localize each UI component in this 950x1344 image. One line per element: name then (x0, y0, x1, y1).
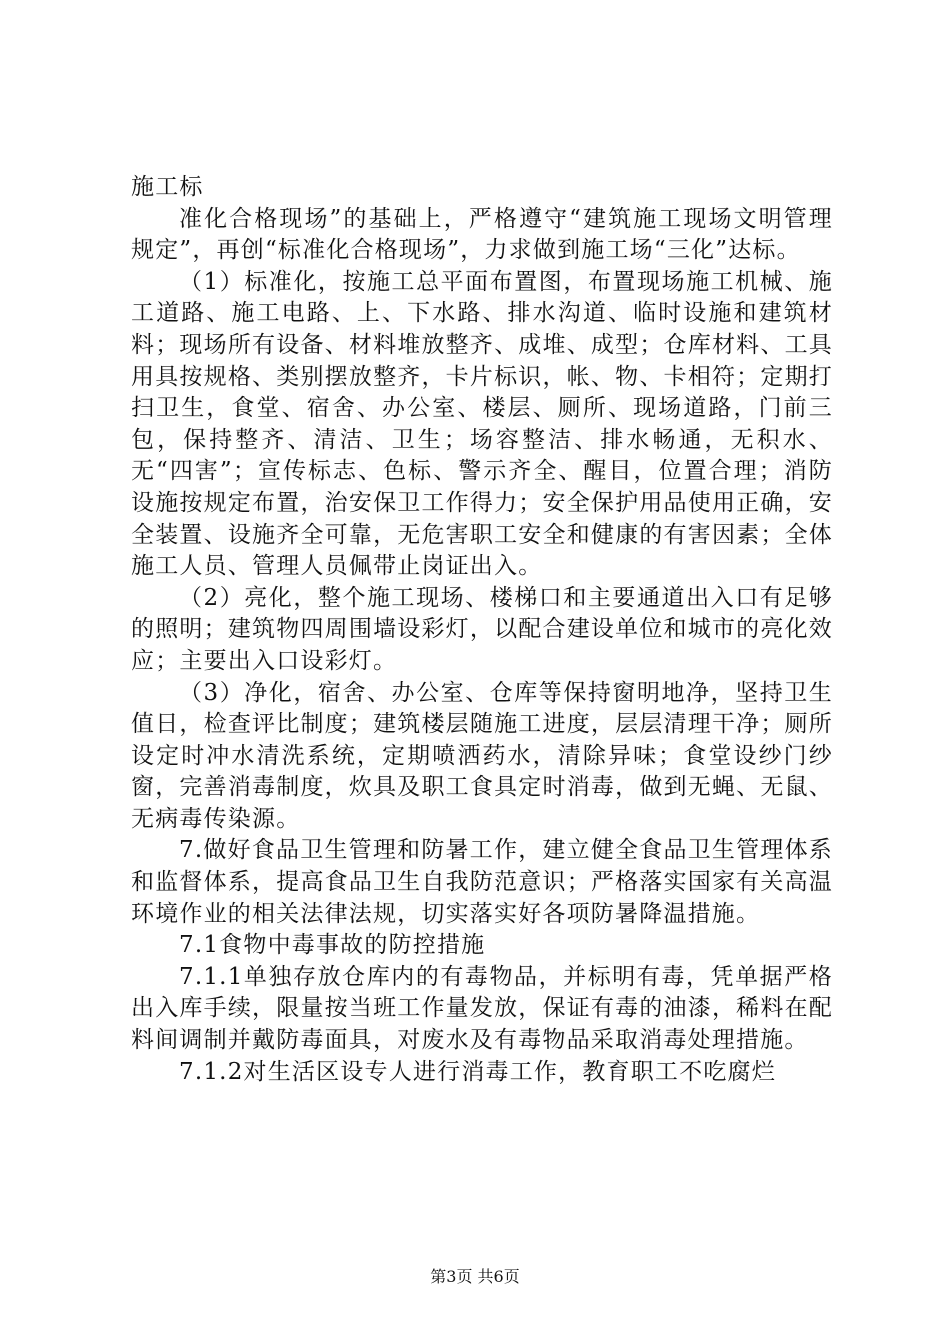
paragraph-food-hygiene: 7.做好食品卫生管理和防暑工作，建立健全食品卫生管理体系和监督体系，提高食品卫生自我防范意识；严格落实国家有关高温环境作业的相关法律法规，切实落实好各项防暑降温措施。 (131, 837, 833, 927)
paragraph-standardization: （1）标准化，按施工总平面布置图，布置现场施工机械、施工道路、施工电路、上、下水路、排水沟道、临时设施和建筑材料；现场所有设备、材料堆放整齐、成堆、成型；仓库材料、工具用具按规格、类别摆放整齐，卡片标识，帐、物、卡相符；定期打扫卫生，食堂、宿舍、办公室、楼层、厕所、现场道路，门前三包，保持整齐、清洁、卫生；场容整洁、排水畅通，无积水、无“四害”；宣传标志、色标、警示齐全、醒目，位置合理；消防设施按规定布置，治安保卫工作得力；安全保护用品使用正确，安全装置、设施齐全可靠，无危害职工安全和健康的有害因素；全体施工人员、管理人员佩带止岗证出入。 (131, 268, 833, 580)
paragraph-heading-fragment: 施工标 (131, 174, 204, 200)
paragraph-7-1-1: 7.1.1单独存放仓库内的有毒物品，并标明有毒，凭单据严格出入库手续，限量按当班工作量发放，保证有毒的油漆，稀料在配料间调制并戴防毒面具，对废水及有毒物品采取消毒处理措施。 (131, 963, 833, 1054)
paragraph-standardization-intro: 准化合格现场”的基础上，严格遵守“建筑施工现场文明管理规定”，再创“标准化合格现场”，力求做到施工场“三化”达标。 (131, 205, 833, 264)
document-body (131, 172, 833, 1088)
paragraph-7-1-2: 7.1.2对生活区设专人进行消毒工作，教育职工不吃腐烂 (179, 1058, 776, 1085)
section-heading-7-1: 7.1食物中毒事故的防控措施 (179, 932, 486, 959)
page-number-footer: 第3页 共6页 (430, 1267, 520, 1286)
paragraph-purification: （3）净化，宿舍、办公室、仓库等保持窗明地净，坚持卫生值日，检查评比制度；建筑楼层随施工进度，层层清理干净；厕所设定时冲水清洗系统，定期喷洒药水，清除异味；食堂设纱门纱窗，完善消毒制度，炊具及职工食具定时消毒，做到无蝇、无鼠、无病毒传染源。 (131, 679, 833, 832)
paragraph-lighting: （2）亮化，整个施工现场、楼梯口和主要通道出入口有足够的照明；建筑物四周围墙设彩灯，以配合建设单位和城市的亮化效应；主要出入口设彩灯。 (131, 584, 833, 674)
